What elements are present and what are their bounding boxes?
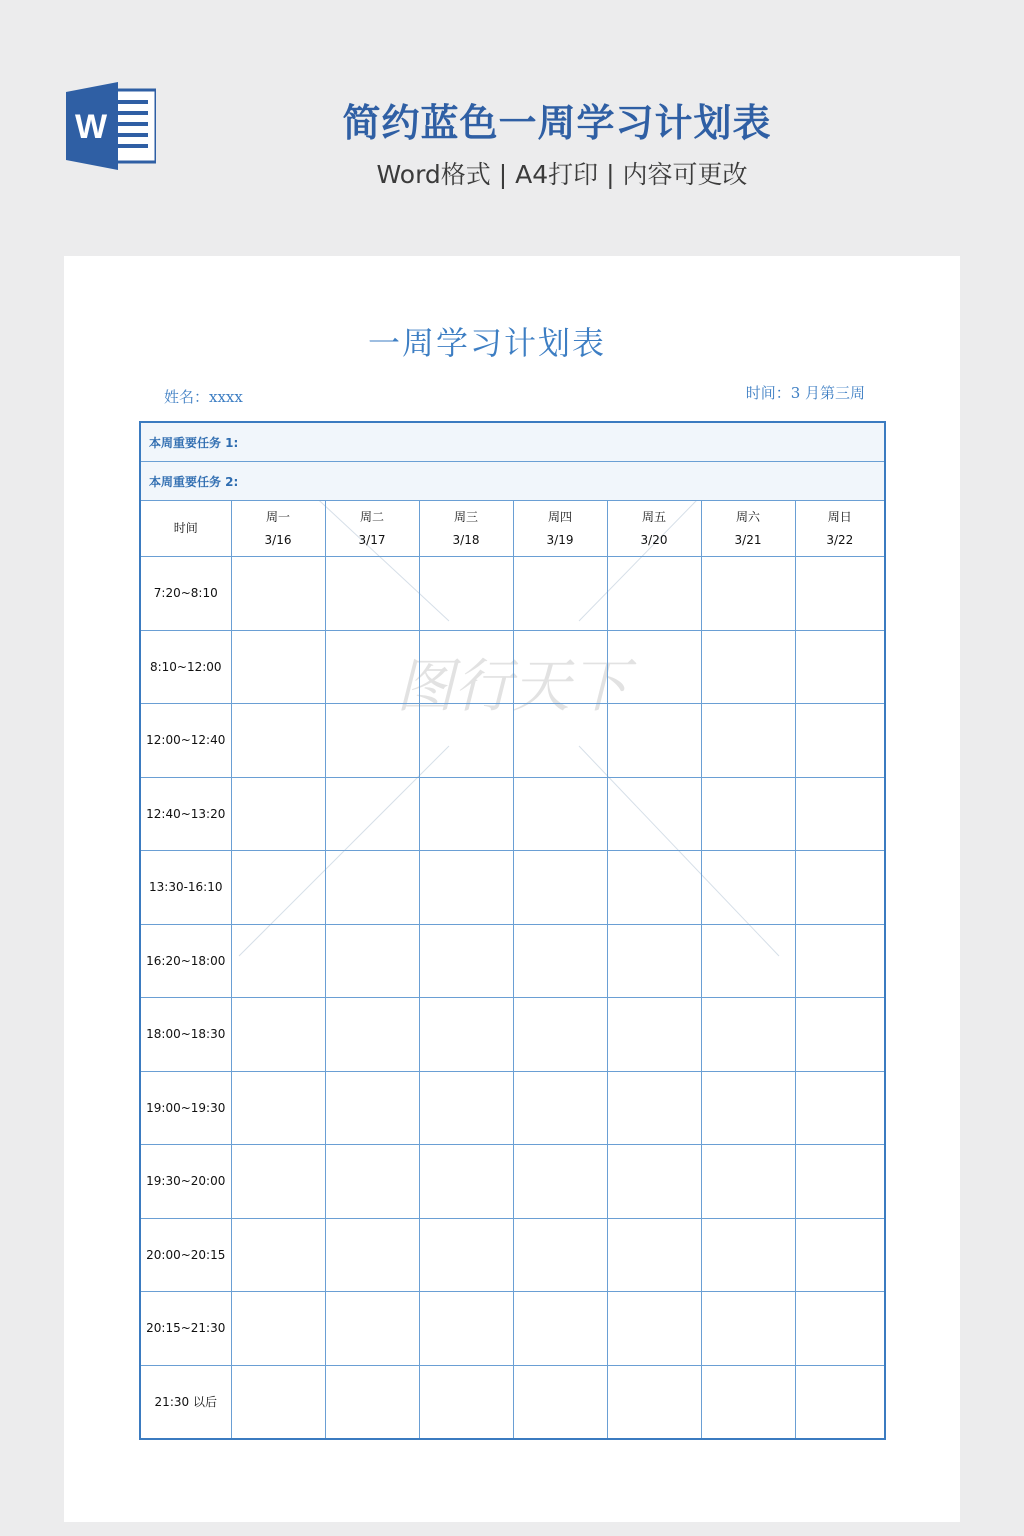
time-slot-label: 13:30-16:10 (140, 851, 231, 925)
period-field: 时间：3 月第三周 (745, 384, 865, 402)
schedule-cell[interactable] (795, 851, 885, 925)
schedule-cell[interactable] (513, 998, 607, 1072)
time-slot-label: 12:40~13:20 (140, 777, 231, 851)
time-slot-label: 19:30~20:00 (140, 1145, 231, 1219)
time-slot-label: 18:00~18:30 (140, 998, 231, 1072)
table-row (140, 1365, 885, 1439)
day-header (607, 501, 701, 557)
schedule-cell[interactable] (419, 1218, 513, 1292)
schedule-cell[interactable] (607, 1071, 701, 1145)
schedule-cell[interactable] (325, 777, 419, 851)
table-row (140, 1071, 885, 1145)
table-row (140, 557, 885, 631)
schedule-cell[interactable] (231, 851, 325, 925)
task-row-2 (140, 462, 885, 501)
schedule-cell[interactable] (607, 851, 701, 925)
schedule-cell[interactable] (607, 998, 701, 1072)
day-date: 3/20 (640, 532, 668, 547)
schedule-cell[interactable] (701, 998, 795, 1072)
schedule-cell[interactable] (231, 777, 325, 851)
schedule-cell[interactable] (325, 1071, 419, 1145)
time-slot-rows (140, 557, 885, 1440)
schedule-cell[interactable] (701, 1071, 795, 1145)
task-row-1 (140, 422, 885, 462)
table-row (140, 998, 885, 1072)
day-date: 3/16 (264, 532, 292, 547)
schedule-cell[interactable] (607, 1292, 701, 1366)
table-row (140, 777, 885, 851)
schedule-cell[interactable] (325, 1145, 419, 1219)
schedule-cell[interactable] (795, 998, 885, 1072)
time-slot-label: 8:10~12:00 (140, 630, 231, 704)
schedule-cell[interactable] (231, 704, 325, 778)
table-row (140, 1292, 885, 1366)
table-row (140, 630, 885, 704)
schedule-cell[interactable] (231, 998, 325, 1072)
word-icon-letter: W (74, 108, 108, 146)
schedule-cell[interactable] (513, 630, 607, 704)
schedule-cell[interactable] (701, 1292, 795, 1366)
schedule-cell[interactable] (701, 1145, 795, 1219)
schedule-cell[interactable] (607, 557, 701, 631)
table-row (140, 924, 885, 998)
schedule-cell[interactable] (513, 924, 607, 998)
schedule-cell[interactable] (513, 1071, 607, 1145)
schedule-cell[interactable] (419, 1071, 513, 1145)
day-name: 周日 (827, 509, 852, 524)
schedule-cell[interactable] (513, 1292, 607, 1366)
schedule-cell[interactable] (513, 851, 607, 925)
header-row (140, 501, 885, 557)
time-slot-label: 12:00~12:40 (140, 704, 231, 778)
schedule-cell[interactable] (419, 1145, 513, 1219)
schedule-cell[interactable] (419, 998, 513, 1072)
day-date: 3/22 (826, 532, 854, 547)
time-slot-label: 7:20~8:10 (140, 557, 231, 631)
schedule-cell[interactable] (419, 630, 513, 704)
schedule-cell[interactable] (231, 1365, 325, 1439)
weekly-plan-table (139, 421, 886, 1440)
schedule-cell[interactable] (701, 777, 795, 851)
schedule-cell[interactable] (795, 1365, 885, 1439)
schedule-cell[interactable] (231, 630, 325, 704)
schedule-cell[interactable] (231, 557, 325, 631)
schedule-cell[interactable] (513, 704, 607, 778)
schedule-cell[interactable] (325, 851, 419, 925)
task-1-field[interactable]: 本周重要任务 1: (140, 422, 885, 462)
schedule-cell[interactable] (607, 704, 701, 778)
schedule-cell[interactable] (607, 1365, 701, 1439)
schedule-cell[interactable] (419, 924, 513, 998)
schedule-cell[interactable] (419, 1365, 513, 1439)
time-slot-label: 21:30 以后 (140, 1365, 231, 1439)
schedule-cell[interactable] (701, 1365, 795, 1439)
schedule-cell[interactable] (419, 777, 513, 851)
day-header (795, 501, 885, 557)
schedule-cell[interactable] (325, 557, 419, 631)
schedule-cell[interactable] (513, 777, 607, 851)
day-date: 3/19 (546, 532, 574, 547)
schedule-cell[interactable] (795, 777, 885, 851)
schedule-cell[interactable] (419, 851, 513, 925)
table-row (140, 1145, 885, 1219)
schedule-cell[interactable] (419, 1292, 513, 1366)
day-header (701, 501, 795, 557)
name-field: 姓名：xxxx (164, 388, 243, 406)
day-name: 周三 (453, 509, 478, 524)
day-date: 3/18 (452, 532, 480, 547)
day-date: 3/21 (734, 532, 762, 547)
schedule-cell[interactable] (513, 1365, 607, 1439)
schedule-cell[interactable] (795, 924, 885, 998)
schedule-cell[interactable] (231, 1218, 325, 1292)
document-page (64, 256, 960, 1522)
time-slot-label: 20:15~21:30 (140, 1292, 231, 1366)
schedule-cell[interactable] (607, 1145, 701, 1219)
day-header (419, 501, 513, 557)
schedule-cell[interactable] (795, 1145, 885, 1219)
document-title: 一周学习计划表 (367, 324, 606, 362)
schedule-cell[interactable] (795, 1292, 885, 1366)
day-header (513, 501, 607, 557)
day-name: 周四 (547, 509, 572, 524)
schedule-cell[interactable] (325, 998, 419, 1072)
schedule-cell[interactable] (231, 1292, 325, 1366)
table-row (140, 704, 885, 778)
day-name: 周一 (265, 509, 290, 524)
day-date: 3/17 (358, 532, 386, 547)
schedule-cell[interactable] (795, 704, 885, 778)
schedule-cell[interactable] (231, 1071, 325, 1145)
watermark-text: 图行天下 (395, 652, 629, 720)
schedule-cell[interactable] (795, 557, 885, 631)
schedule-cell[interactable] (513, 1145, 607, 1219)
time-slot-label: 16:20~18:00 (140, 924, 231, 998)
time-column-header: 时间 (140, 501, 231, 557)
day-header (231, 501, 325, 557)
schedule-cell[interactable] (795, 630, 885, 704)
schedule-cell[interactable] (325, 630, 419, 704)
schedule-cell[interactable] (419, 704, 513, 778)
schedule-cell[interactable] (701, 557, 795, 631)
time-slot-label: 19:00~19:30 (140, 1071, 231, 1145)
banner-title: 简约蓝色一周学习计划表 (342, 101, 772, 145)
schedule-cell[interactable] (325, 1365, 419, 1439)
task-2-field[interactable]: 本周重要任务 2: (140, 462, 885, 501)
schedule-cell[interactable] (701, 924, 795, 998)
schedule-cell[interactable] (231, 924, 325, 998)
time-slot-label: 20:00~20:15 (140, 1218, 231, 1292)
schedule-cell[interactable] (795, 1071, 885, 1145)
schedule-cell[interactable] (325, 1218, 419, 1292)
schedule-cell[interactable] (419, 557, 513, 631)
day-name: 周五 (641, 509, 666, 524)
day-header (325, 501, 419, 557)
table-row (140, 1218, 885, 1292)
schedule-cell[interactable] (701, 630, 795, 704)
schedule-cell[interactable] (325, 1292, 419, 1366)
schedule-cell[interactable] (607, 777, 701, 851)
schedule-cell[interactable] (795, 1218, 885, 1292)
day-name: 周二 (359, 509, 384, 524)
schedule-cell[interactable] (513, 1218, 607, 1292)
table-row (140, 851, 885, 925)
schedule-cell[interactable] (607, 924, 701, 998)
schedule-cell[interactable] (701, 1218, 795, 1292)
banner-subtitle: Word格式 | A4打印 | 内容可更改 (376, 160, 748, 189)
schedule-cell[interactable] (701, 704, 795, 778)
schedule-cell[interactable] (325, 704, 419, 778)
schedule-cell[interactable] (607, 1218, 701, 1292)
schedule-cell[interactable] (607, 630, 701, 704)
schedule-cell[interactable] (701, 851, 795, 925)
day-name: 周六 (735, 509, 760, 524)
schedule-cell[interactable] (231, 1145, 325, 1219)
schedule-cell[interactable] (513, 557, 607, 631)
schedule-cell[interactable] (325, 924, 419, 998)
